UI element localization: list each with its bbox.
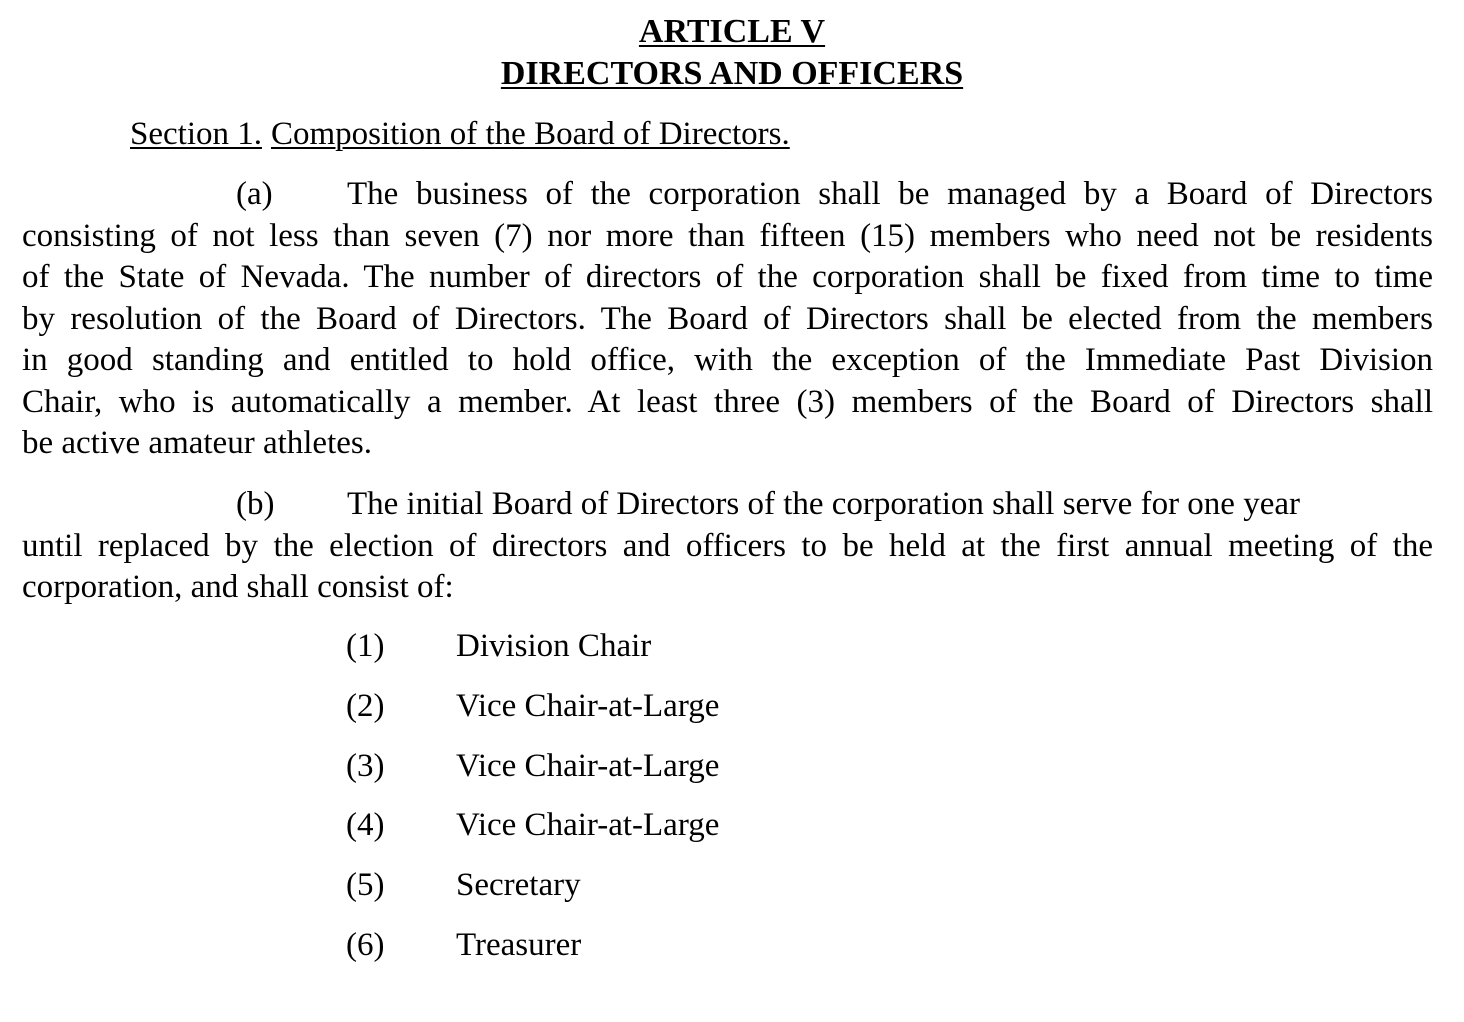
paragraph-a-line-1: The business of the corporation shall be managed by a Board of Directors (347, 176, 1433, 212)
list-item (346, 805, 719, 845)
paragraph-a-marker: (a) (236, 176, 273, 212)
paragraph-b-marker: (b) (236, 486, 275, 522)
list-item (346, 925, 719, 965)
paragraph-a-line-6: Chair, who is automatically a member. At least three (3) members of the Board of Directors shall (22, 383, 1433, 420)
section-title: Composition of the Board of Directors. (270, 116, 790, 152)
section-number: Section 1. (130, 116, 262, 152)
list-item (346, 626, 719, 666)
list-item-number: (1) (346, 628, 385, 664)
list-item-label: Division Chair (456, 628, 652, 664)
article-title-text: DIRECTORS AND OFFICERS (500, 55, 964, 92)
paragraph-a-line-2: consisting of not less than seven (7) nor more than fifteen (15) members who need not be residents (22, 217, 1433, 254)
paragraph-a-first-line (22, 174, 1433, 216)
board-members-list (346, 626, 719, 985)
list-item-label: Vice Chair-at-Large (456, 747, 720, 784)
paragraph-a-line-4: by resolution of the Board of Directors. The Board of Directors shall be elected from the members (22, 300, 1433, 337)
list-item-label: Secretary (456, 867, 581, 904)
list-item-number: (6) (346, 926, 385, 963)
paragraph-b (22, 484, 1433, 609)
list-item-label: Vice Chair-at-Large (456, 807, 720, 844)
list-item-number: (5) (346, 867, 385, 904)
paragraph-a-line-3: of the State of Nevada. The number of directors of the corporation shall be fixed from time to time (22, 259, 1433, 295)
paragraph-a-line-7: be active amateur athletes. (22, 425, 372, 461)
list-item-number: (2) (346, 687, 385, 724)
article-number-heading (0, 12, 1464, 52)
list-item-label: Vice Chair-at-Large (456, 687, 720, 724)
section-heading (130, 114, 790, 154)
paragraph-b-line-2: until replaced by the election of directors and officers to be held at the first annual meeting of the (22, 527, 1433, 564)
list-item-number: (3) (346, 747, 385, 784)
paragraph-b-line-3: corporation, and shall consist of: (22, 569, 454, 605)
article-title-heading (0, 54, 1464, 94)
list-item-number: (4) (346, 807, 385, 844)
list-item (346, 746, 719, 786)
article-number-text: ARTICLE V (638, 13, 826, 50)
paragraph-a (22, 174, 1433, 465)
list-item (346, 686, 719, 726)
paragraph-b-first-line (22, 484, 1433, 526)
paragraph-a-line-5: in good standing and entitled to hold office, with the exception of the Immediate Past Division (22, 342, 1433, 378)
list-item-label: Treasurer (456, 926, 582, 963)
list-item (346, 865, 719, 905)
paragraph-b-line-1: The initial Board of Directors of the corporation shall serve for one year (347, 486, 1300, 522)
